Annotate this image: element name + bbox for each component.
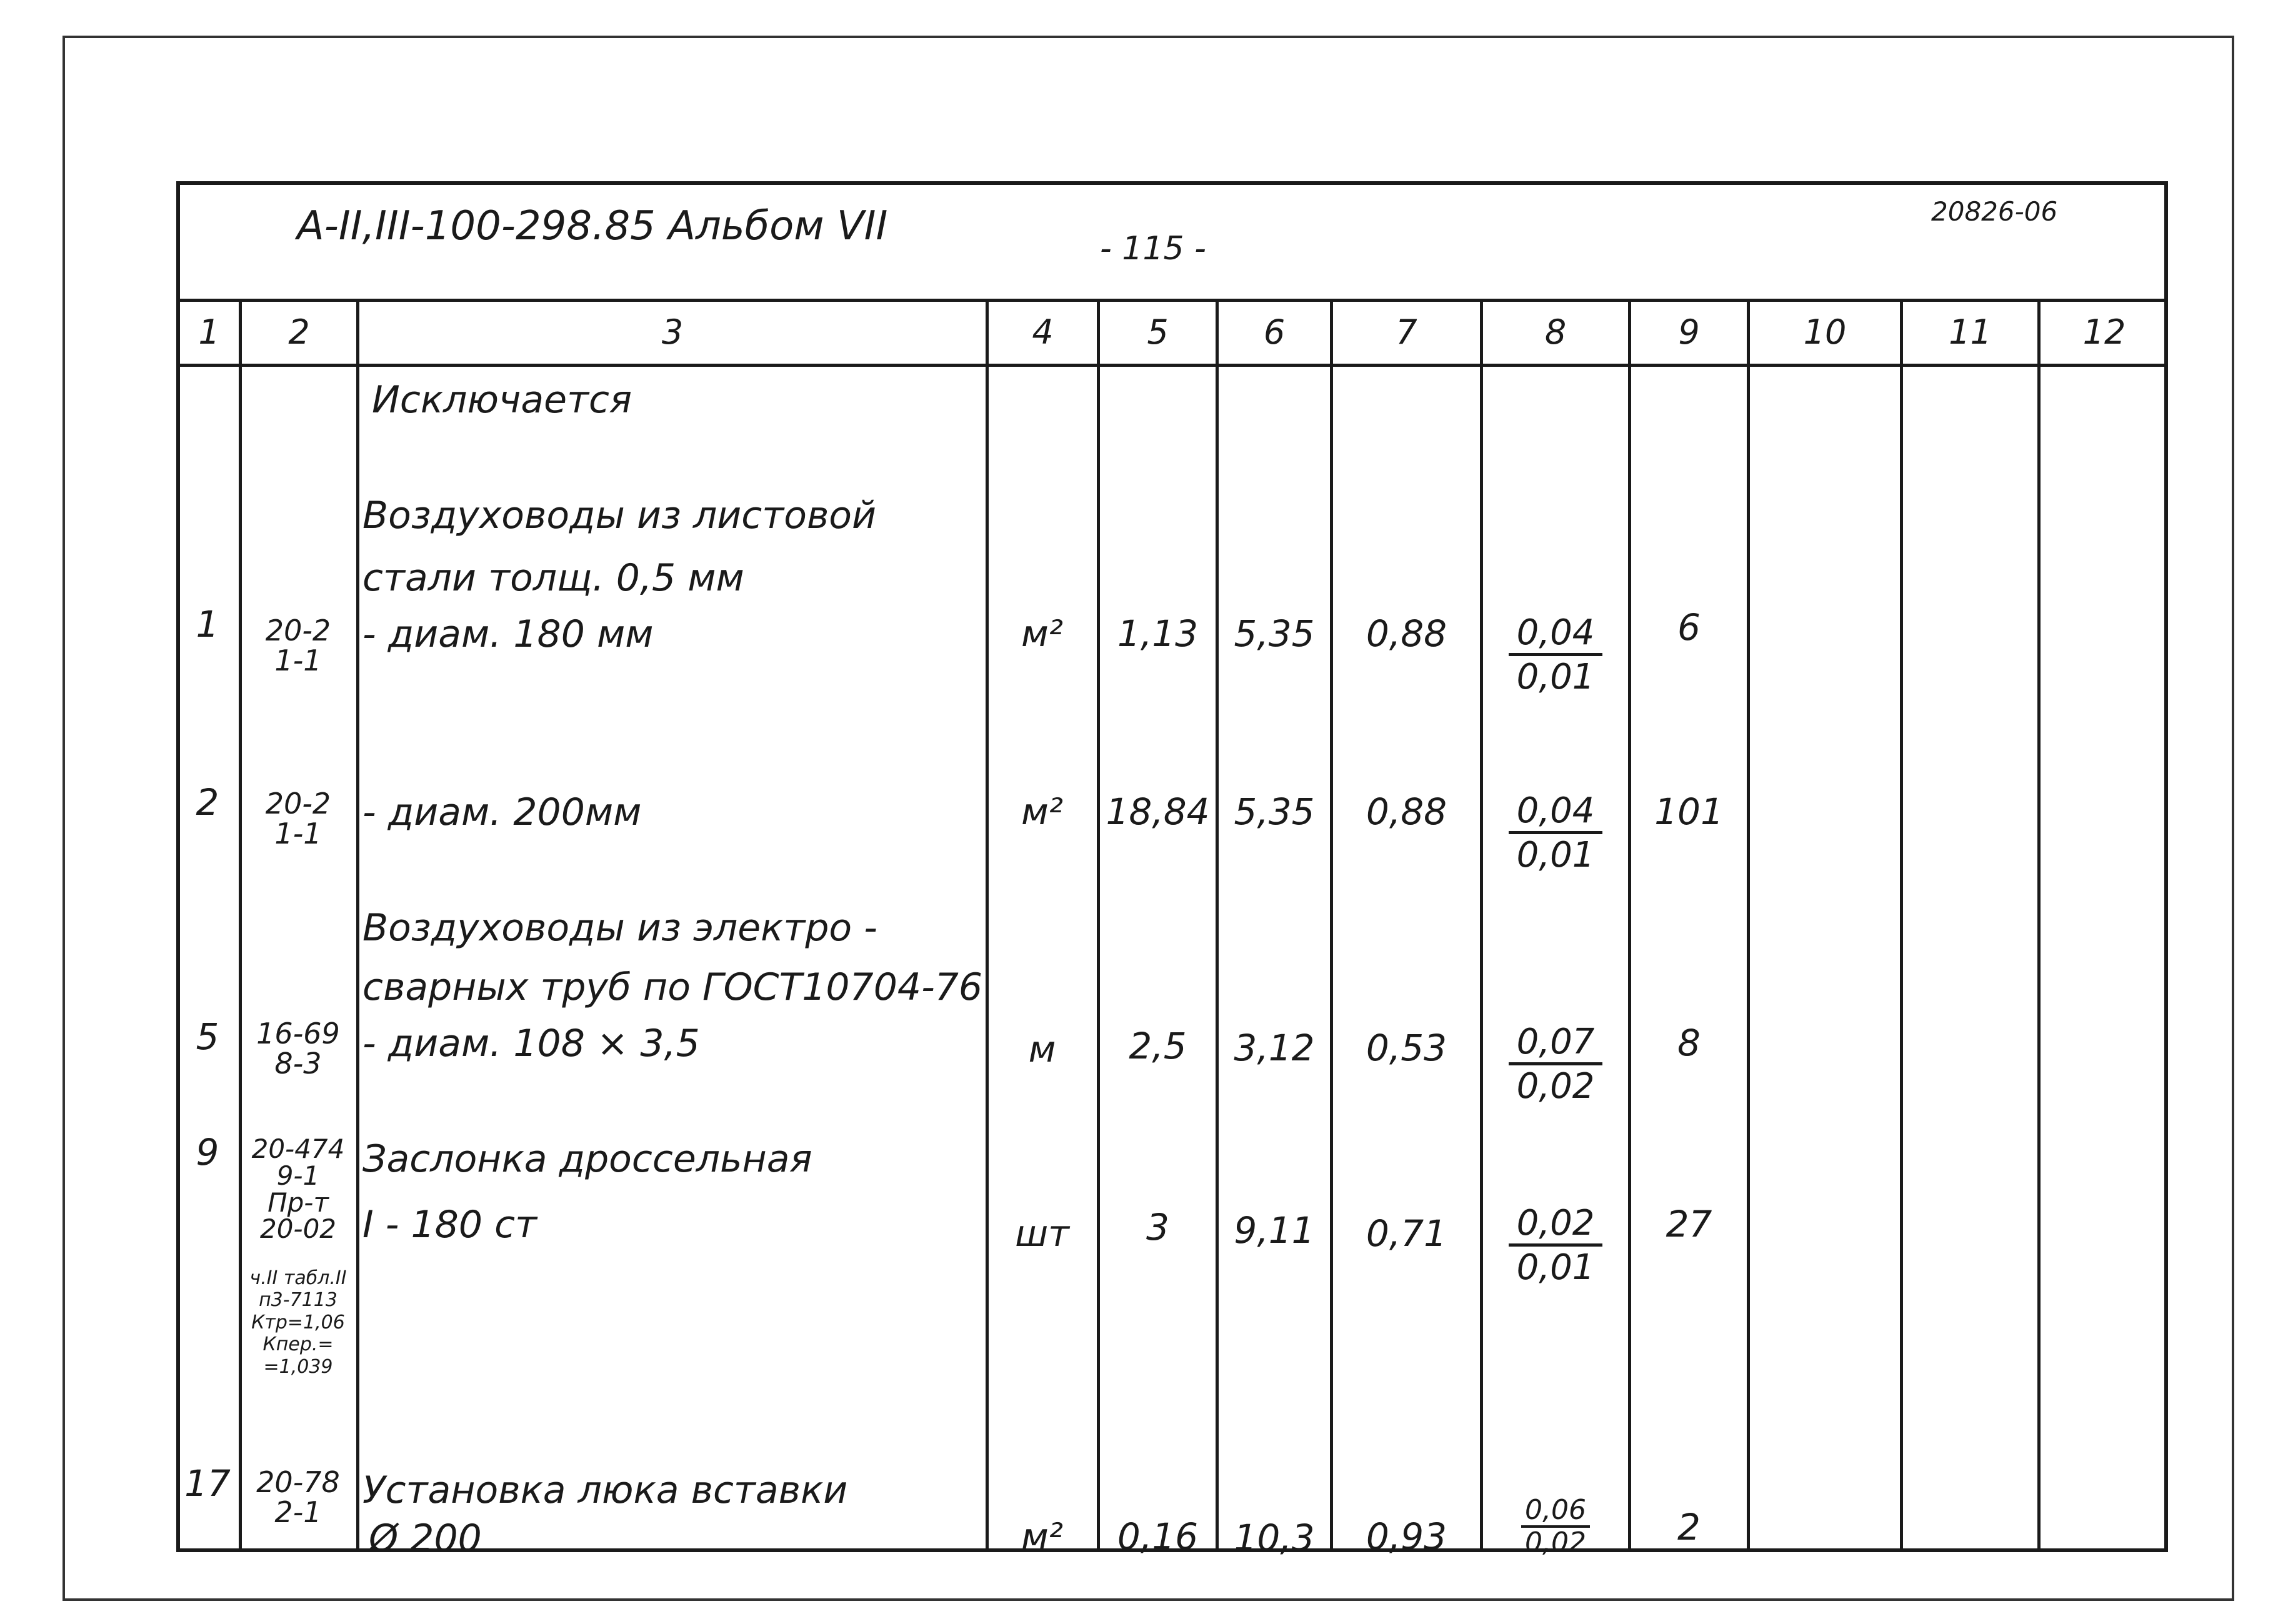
column-number: 9 bbox=[1678, 312, 1700, 352]
table-row-col5: 0,16 bbox=[1117, 1515, 1199, 1558]
table-row-col9: 6 bbox=[1677, 606, 1701, 649]
table-row-description: Воздуховоды из листовой bbox=[362, 494, 877, 537]
table-row-code-note: ч.II табл.II п3-7113 Ктр=1,06 Кпер.= =1,039 bbox=[249, 1267, 347, 1378]
column-number: 11 bbox=[1949, 312, 1992, 352]
column-number: 10 bbox=[1803, 312, 1847, 352]
fraction-denominator: 0,01 bbox=[1516, 1247, 1595, 1288]
table-row-number: 2 bbox=[196, 781, 219, 824]
table-row-col9: 101 bbox=[1654, 790, 1724, 833]
table-row-description: стали толщ. 0,5 мм bbox=[362, 556, 744, 600]
table-row-col5: 18,84 bbox=[1106, 790, 1210, 833]
header-divider bbox=[176, 299, 2168, 302]
table-row-description: Заслонка дроссельная bbox=[362, 1137, 812, 1181]
table-row-col7: 0,71 bbox=[1366, 1212, 1447, 1255]
col-separator-11 bbox=[2037, 300, 2041, 1552]
table-row-description: Исключается bbox=[372, 378, 632, 422]
fraction-numerator: 0,04 bbox=[1509, 615, 1602, 656]
table-row-unit: м² bbox=[1021, 1515, 1063, 1558]
table-row-description: сварных труб по ГОСТ10704-76 bbox=[362, 965, 983, 1009]
table-row-col6: 5,35 bbox=[1234, 612, 1315, 655]
col-separator-3 bbox=[986, 300, 989, 1552]
table-row-col6: 10,3 bbox=[1234, 1517, 1315, 1559]
column-numbers-divider bbox=[176, 364, 2168, 367]
table-row-number: 1 bbox=[196, 603, 219, 645]
table-row-col8-fraction bbox=[1483, 1494, 1628, 1558]
table-row-col7: 0,88 bbox=[1366, 790, 1447, 833]
table-row-description: - диам. 180 мм bbox=[362, 612, 654, 656]
fraction-numerator: 0,06 bbox=[1521, 1497, 1590, 1528]
column-number: 8 bbox=[1544, 312, 1567, 352]
table-row-description: Ø 200 bbox=[369, 1517, 482, 1560]
table-row-description: - диам. 108 × 3,5 bbox=[362, 1022, 700, 1065]
table-row-description: Воздуховоды из электро - bbox=[362, 906, 877, 950]
fraction-numerator: 0,07 bbox=[1509, 1025, 1602, 1065]
column-number: 4 bbox=[1032, 312, 1054, 352]
fraction-numerator: 0,02 bbox=[1509, 1206, 1602, 1247]
table-row-description: Установка люка вставки bbox=[362, 1468, 848, 1512]
col-separator-9 bbox=[1747, 300, 1750, 1552]
table-row-unit: м² bbox=[1021, 612, 1063, 655]
table-row-col7: 0,53 bbox=[1366, 1027, 1447, 1069]
table-row-number: 9 bbox=[196, 1131, 219, 1173]
col-separator-6 bbox=[1330, 300, 1333, 1552]
table-row-code: 20-2 1-1 bbox=[265, 614, 331, 678]
col-separator-8 bbox=[1628, 300, 1631, 1552]
column-number: 6 bbox=[1263, 312, 1286, 352]
column-number: 1 bbox=[198, 312, 220, 352]
fraction-denominator: 0,01 bbox=[1516, 657, 1595, 697]
table-row-col8-fraction bbox=[1483, 790, 1628, 875]
table-row-code: 16-69 8-3 bbox=[256, 1017, 340, 1081]
page-number: - 115 - bbox=[1100, 230, 1206, 267]
col-separator-10 bbox=[1900, 300, 1903, 1552]
col-separator-7 bbox=[1480, 300, 1483, 1552]
table-row-col8-fraction bbox=[1483, 1022, 1628, 1107]
table-row-col6: 5,35 bbox=[1234, 790, 1315, 833]
table-row-unit: м bbox=[1028, 1028, 1056, 1070]
col-separator-4 bbox=[1097, 300, 1100, 1552]
table-row-number: 17 bbox=[184, 1462, 231, 1505]
table-row-col9: 2 bbox=[1677, 1506, 1701, 1548]
fraction-denominator: 0,02 bbox=[1525, 1527, 1586, 1558]
table-row-col6: 9,11 bbox=[1234, 1209, 1315, 1252]
table-row-description: I - 180 ст bbox=[362, 1203, 537, 1247]
document-designation: А-II,III-100-298.85 Альбом VII bbox=[297, 203, 888, 249]
table-row-code: 20-474 9-1 Пр-т 20-02 bbox=[251, 1133, 345, 1245]
table-row-col8-fraction bbox=[1483, 612, 1628, 697]
table-row-col8-fraction bbox=[1483, 1203, 1628, 1288]
table-row-description: - диам. 200мм bbox=[362, 790, 642, 834]
column-number: 7 bbox=[1396, 312, 1417, 352]
table-row-col6: 3,12 bbox=[1234, 1027, 1315, 1069]
table-row-col7: 0,88 bbox=[1366, 612, 1447, 655]
column-number: 2 bbox=[288, 312, 310, 352]
table-row-col5: 3 bbox=[1146, 1206, 1169, 1248]
table-row-code: 20-78 2-1 bbox=[256, 1465, 340, 1530]
table-row-col5: 2,5 bbox=[1129, 1025, 1187, 1067]
col-separator-5 bbox=[1216, 300, 1219, 1552]
table-row-col7: 0,93 bbox=[1366, 1515, 1447, 1558]
document-number: 20826-06 bbox=[1931, 196, 2058, 227]
table-row-col9: 8 bbox=[1677, 1022, 1701, 1064]
table-row-col5: 1,13 bbox=[1117, 612, 1199, 655]
column-number: 5 bbox=[1147, 312, 1169, 352]
table-row-number: 5 bbox=[196, 1015, 219, 1058]
table-row-code: 20-2 1-1 bbox=[265, 787, 331, 851]
fraction-denominator: 0,02 bbox=[1516, 1066, 1595, 1107]
fraction-denominator: 0,01 bbox=[1516, 835, 1595, 875]
table-row-unit: м² bbox=[1021, 790, 1063, 833]
column-number: 3 bbox=[661, 312, 684, 352]
fraction-numerator: 0,04 bbox=[1509, 794, 1602, 834]
table-row-unit: шт bbox=[1015, 1212, 1069, 1255]
column-number: 12 bbox=[2082, 312, 2126, 352]
table-row-col9: 27 bbox=[1666, 1203, 1712, 1245]
